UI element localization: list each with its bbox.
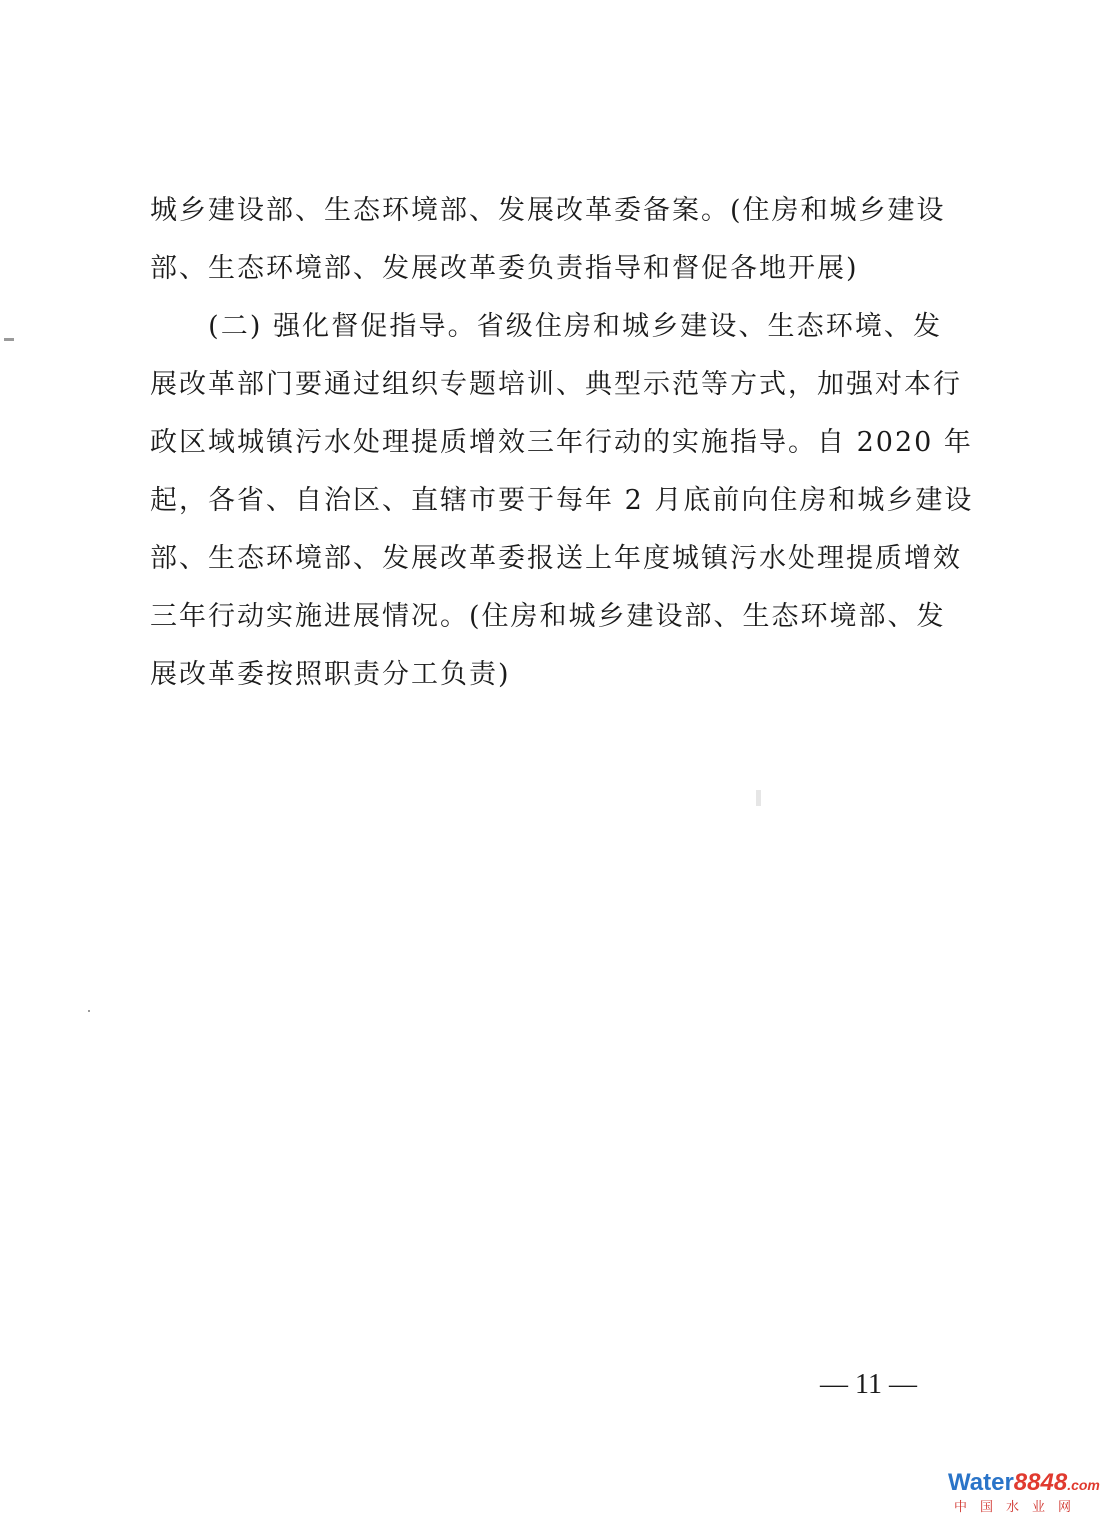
scan-speck bbox=[756, 790, 761, 806]
scan-speck bbox=[4, 338, 14, 341]
site-watermark-logo bbox=[948, 1469, 1100, 1522]
watermark-brand bbox=[948, 1469, 1100, 1498]
body-line-6: 起，各省、自治区、直辖市要于每年 2 月底前向住房和城乡建设 bbox=[150, 485, 974, 516]
body-line-1: 城乡建设部、生态环境部、发展改革委备案。(住房和城乡建设 bbox=[150, 195, 946, 226]
body-line-5: 政区域城镇污水处理提质增效三年行动的实施指导。自 2020 年 bbox=[150, 427, 973, 458]
body-line-7: 部、生态环境部、发展改革委报送上年度城镇污水处理提质增效 bbox=[150, 543, 962, 574]
watermark-brand-main: Water bbox=[948, 1469, 1014, 1496]
document-body bbox=[150, 182, 974, 704]
body-line-2: 部、生态环境部、发展改革委负责指导和督促各地开展) bbox=[150, 253, 859, 284]
body-line-4: 展改革部门要通过组织专题培训、典型示范等方式，加强对本行 bbox=[150, 369, 962, 400]
scan-speck bbox=[88, 1010, 90, 1012]
watermark-brand-suffix: .com bbox=[1067, 1477, 1100, 1493]
watermark-brand-accent: 8848 bbox=[1013, 1469, 1068, 1496]
body-line-3: (二) 强化督促指导。省级住房和城乡建设、生态环境、发 bbox=[150, 311, 942, 342]
watermark-subtitle: 中国水业网 bbox=[954, 1500, 1085, 1515]
body-line-8: 三年行动实施进展情况。(住房和城乡建设部、生态环境部、发 bbox=[150, 601, 946, 632]
page-number: — 11 — bbox=[820, 1369, 917, 1400]
body-line-9: 展改革委按照职责分工负责) bbox=[150, 659, 511, 690]
